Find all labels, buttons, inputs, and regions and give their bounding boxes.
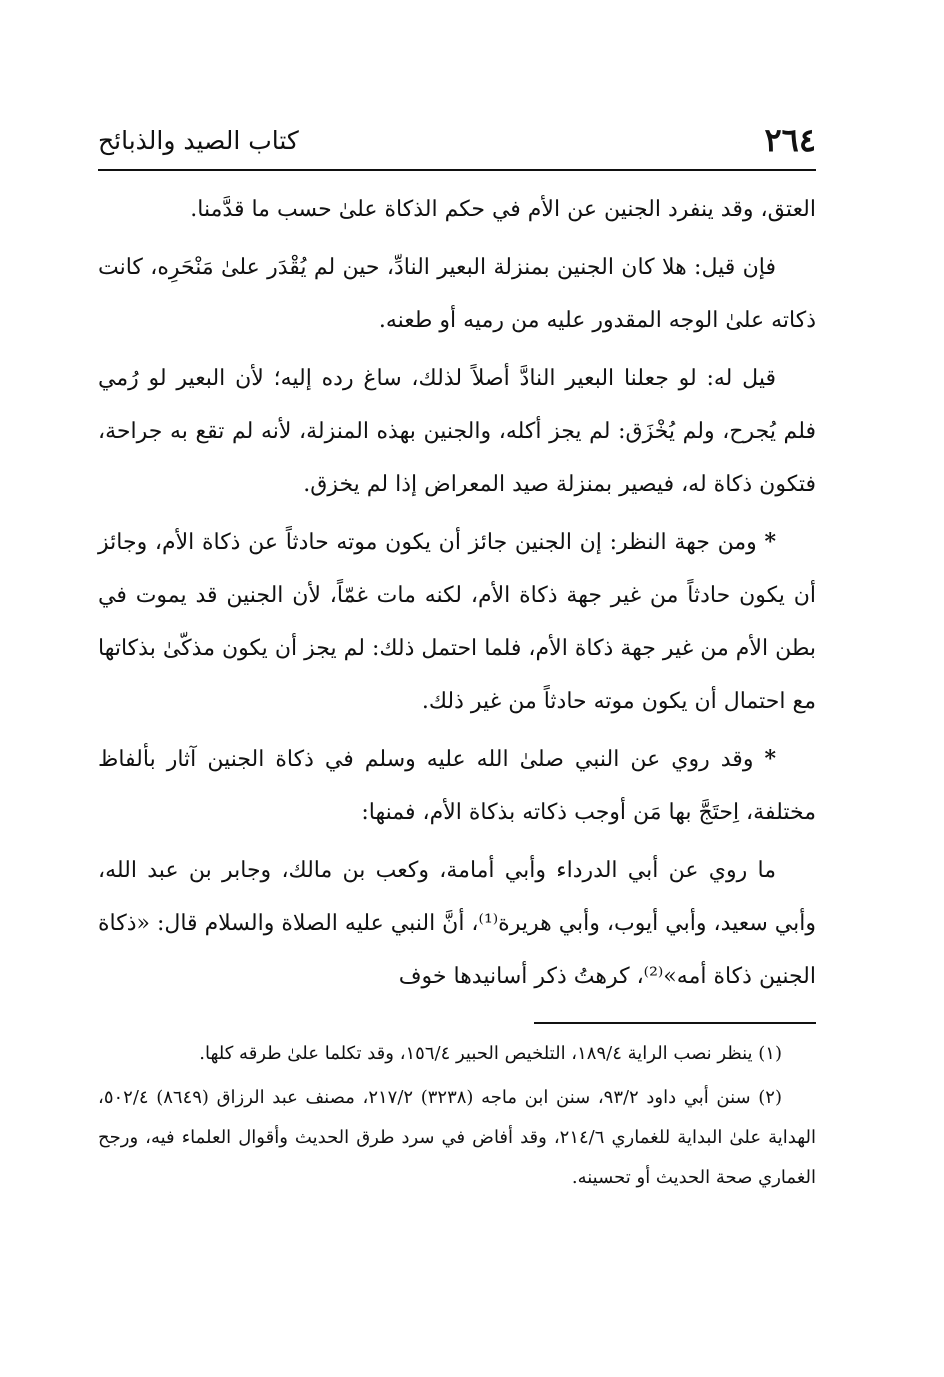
paragraph — [98, 183, 816, 236]
footnote-divider — [534, 1022, 816, 1024]
header-divider — [98, 169, 816, 171]
paragraph-text: وقد روي عن النبي صلىٰ الله عليه وسلم في ذكاة الجنين آثار بألفاظ مختلفة، اِحتَجَّ بها مَن أوجب ذكاته بذكاة الأم، فمنها: — [98, 747, 816, 825]
paragraph-text: فإن قيل: هلا كان الجنين بمنزلة البعير النادِّ، حين لم يُقْدَر علىٰ مَنْحَرِه، كانت ذكاته علىٰ الوجه المقدور عليه من رميه أو طعنه. — [98, 255, 816, 333]
main-text — [98, 183, 816, 1008]
chapter-title: كتاب الصيد والذبائح — [98, 125, 299, 155]
paragraph — [98, 733, 816, 839]
footnotes — [98, 1034, 816, 1202]
paragraph-text: ما روي عن أبي الدرداء وأبي أمامة، وكعب بن مالك، وجابر بن عبد الله، وأبي سعيد، وأبي أيوب، وأبي هريرة⁽¹⁾، أنَّ النبي عليه الصلاة والسلام قال: «ذكاة الجنين ذكاة أمه»⁽²⁾، كرهتُ ذكر أسانيدها خوف — [98, 858, 816, 989]
footnote: (٢) سنن أبي داود ٩٣/٢، سنن ابن ماجه (٣٢٣٨) ٢١٧/٢، مصنف عبد الرزاق (٨٦٤٩) ٥٠٢/٤، الهداية علىٰ البداية للغماري ٢١٤/٦، وقد أفاض في سرد طرق الحديث وأقوال العلماء فيه، ورجح الغماري صحة الحديث أو تحسينه. — [98, 1087, 816, 1188]
page-number: ٢٦٤ — [764, 121, 816, 159]
paragraph — [98, 844, 816, 1003]
asterisk-marker: * — [764, 746, 776, 772]
paragraph — [98, 516, 816, 728]
book-page — [98, 0, 816, 1377]
asterisk-marker: * — [764, 529, 777, 555]
footnote: (١) ينظر نصب الراية ١٨٩/٤، التلخيص الحبير ١٥٦/٤، وقد تكلما علىٰ طرقه كلها. — [199, 1043, 782, 1064]
paragraph-text: قيل له: لو جعلنا البعير النادَّ أصلاً لذلك، ساغ رده إليه؛ لأن البعير لو رُمي فلم يُجرح، ولم يُخْزَق: لم يجز أكله، والجنين بهذه المنزلة، لأنه لم تقع به جراحة، فتكون ذكاة له، فيصير بمنزلة صيد المعراض إذا لم يخزق. — [98, 366, 816, 497]
paragraph-text: ومن جهة النظر: إن الجنين جائز أن يكون موته حادثاً عن ذكاة الأم، وجائز أن يكون حادثاً من غير جهة ذكاة الأم، لكنه مات غمّاً، لأن الجنين قد يموت في بطن الأم من غير جهة ذكاة الأم، فلما احتمل ذلك: لم يجز أن يكون مذكّىٰ بذكاتها مع احتمال أن يكون موته حادثاً من غير ذلك. — [98, 530, 816, 714]
paragraph — [98, 241, 816, 347]
paragraph — [98, 352, 816, 511]
paragraph-text: العتق، وقد ينفرد الجنين عن الأم في حكم الذكاة علىٰ حسب ما قدَّمنا. — [190, 197, 816, 222]
running-header — [98, 118, 816, 162]
